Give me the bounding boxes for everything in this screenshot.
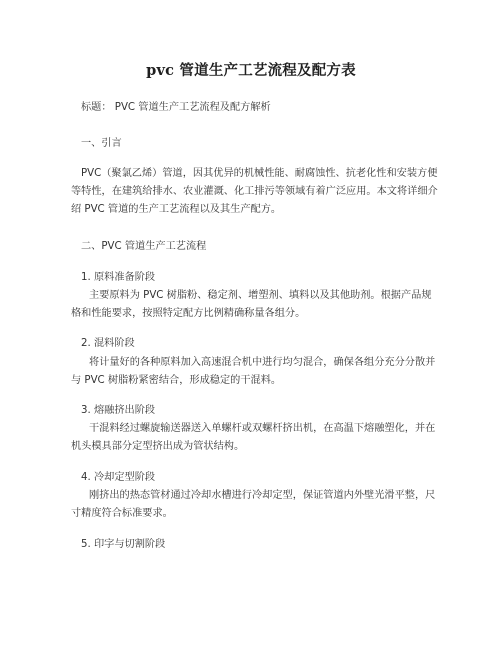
step-title-raw-material: 1. 原料准备阶段 (81, 272, 156, 283)
step-paragraph-line: 将计量好的各种原料加入高速混合机中进行均匀混合，确保各组分充分分散并 (89, 357, 436, 368)
step-paragraph-line: 干混料经过螺旋输送器送入单螺杆或双螺杆挤出机，在高温下熔融塑化，并在 (89, 423, 436, 434)
step-paragraph-line: 刚挤出的热态管材通过冷却水槽进行冷却定型，保证管道内外壁光滑平整，尺 (89, 490, 436, 501)
intro-paragraph-line: PVC（聚氯乙烯）管道，因其优异的机械性能、耐腐蚀性、抗老化性和安装方便 (81, 168, 438, 179)
step-paragraph-line: 机头模具部分定型挤出成为管状结构。 (71, 441, 245, 452)
subject-line: 标题： PVC 管道生产工艺流程及配方解析 (81, 102, 271, 113)
step-paragraph-line: 寸精度符合标准要求。 (71, 508, 173, 519)
document-title: pvc 管道生产工艺流程及配方表 (146, 62, 356, 79)
intro-paragraph-line: 绍 PVC 管道的生产工艺流程以及其生产配方。 (71, 204, 282, 215)
intro-paragraph-line: 等特性，在建筑给排水、农业灌溉、化工排污等领域有着广泛应用。本文将详细介 (71, 186, 438, 197)
section-heading-process: 二、PVC 管道生产工艺流程 (81, 241, 207, 252)
step-paragraph-line: 主要原料为 PVC 树脂粉、稳定剂、增塑剂、填料以及其他助剂。根据产品规 (89, 290, 432, 301)
step-title-extrusion: 3. 熔融挤出阶段 (81, 405, 156, 416)
step-title-printing-cutting: 5. 印字与切割阶段 (81, 539, 166, 550)
step-paragraph-line: 格和性能要求，按照特定配方比例精确称量各组分。 (71, 308, 306, 319)
step-paragraph-line: 与 PVC 树脂粉紧密结合，形成稳定的干混料。 (71, 375, 282, 386)
step-title-mixing: 2. 混料阶段 (81, 338, 135, 349)
section-heading-introduction: 一、引言 (81, 138, 122, 149)
step-title-cooling: 4. 冷却定型阶段 (81, 472, 156, 483)
